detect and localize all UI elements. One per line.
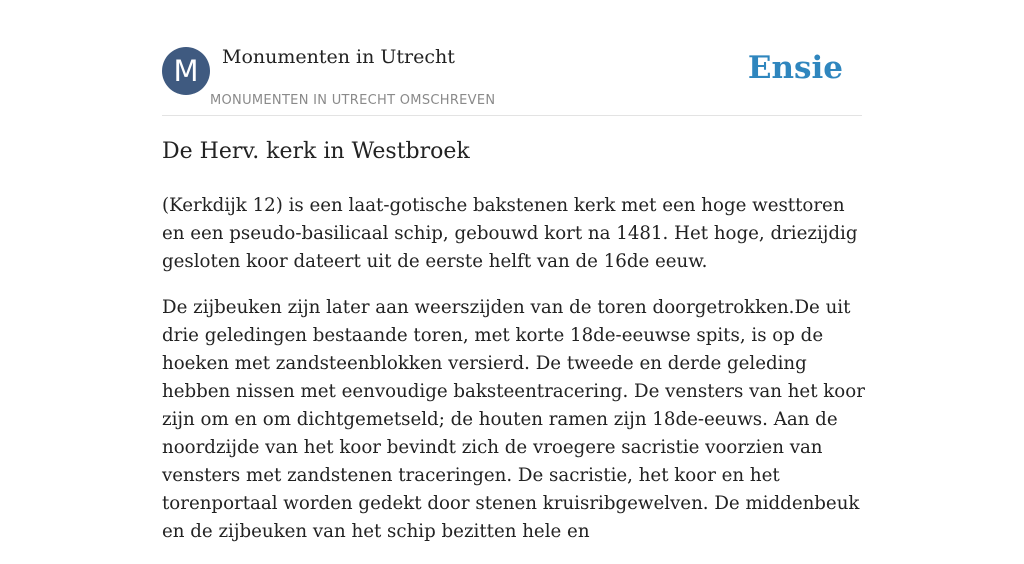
article-paragraph: De zijbeuken zijn later aan weerszijden van de toren doorgetrokken.De uit drie geledingen bestaande toren, met korte 18de-eeuwse spits, is op de hoeken met zandsteenblokken versierd. De tweede en derde geleding hebben nissen met eenvoudige baksteentracering. De vensters van het koor zijn om en om dichtgemetseld; de houten ramen zijn 18de-eeuws. Aan de noordzijde van het koor bevindt zich de vroegere sacristie voorzien van vensters met zandstenen traceringen. De sacristie, het koor en het torenportaal worden gedekt door stenen kruisribgewelven. De middenbeuk en de zijbeuken van het schip bezitten hele en (162, 297, 865, 542)
article-paragraph: (Kerkdijk 12) is een laat-gotische bakstenen kerk met een hoge westtoren en een pseudo-basilicaal schip, gebouwd kort na 1481. Het hoge, driezijdig gesloten koor dateert uit de eerste helft van de 16de eeuw. (162, 195, 858, 272)
avatar[interactable]: M (162, 47, 210, 95)
brand-logo-link[interactable]: Ensie (747, 50, 843, 86)
article-title: De Herv. kerk in Westbroek (162, 139, 470, 164)
site-header (162, 46, 862, 116)
site-title[interactable]: Monumenten in Utrecht (222, 46, 455, 68)
article-body (162, 192, 867, 564)
site-subtitle: MONUMENTEN IN UTRECHT OMSCHREVEN (210, 93, 496, 108)
